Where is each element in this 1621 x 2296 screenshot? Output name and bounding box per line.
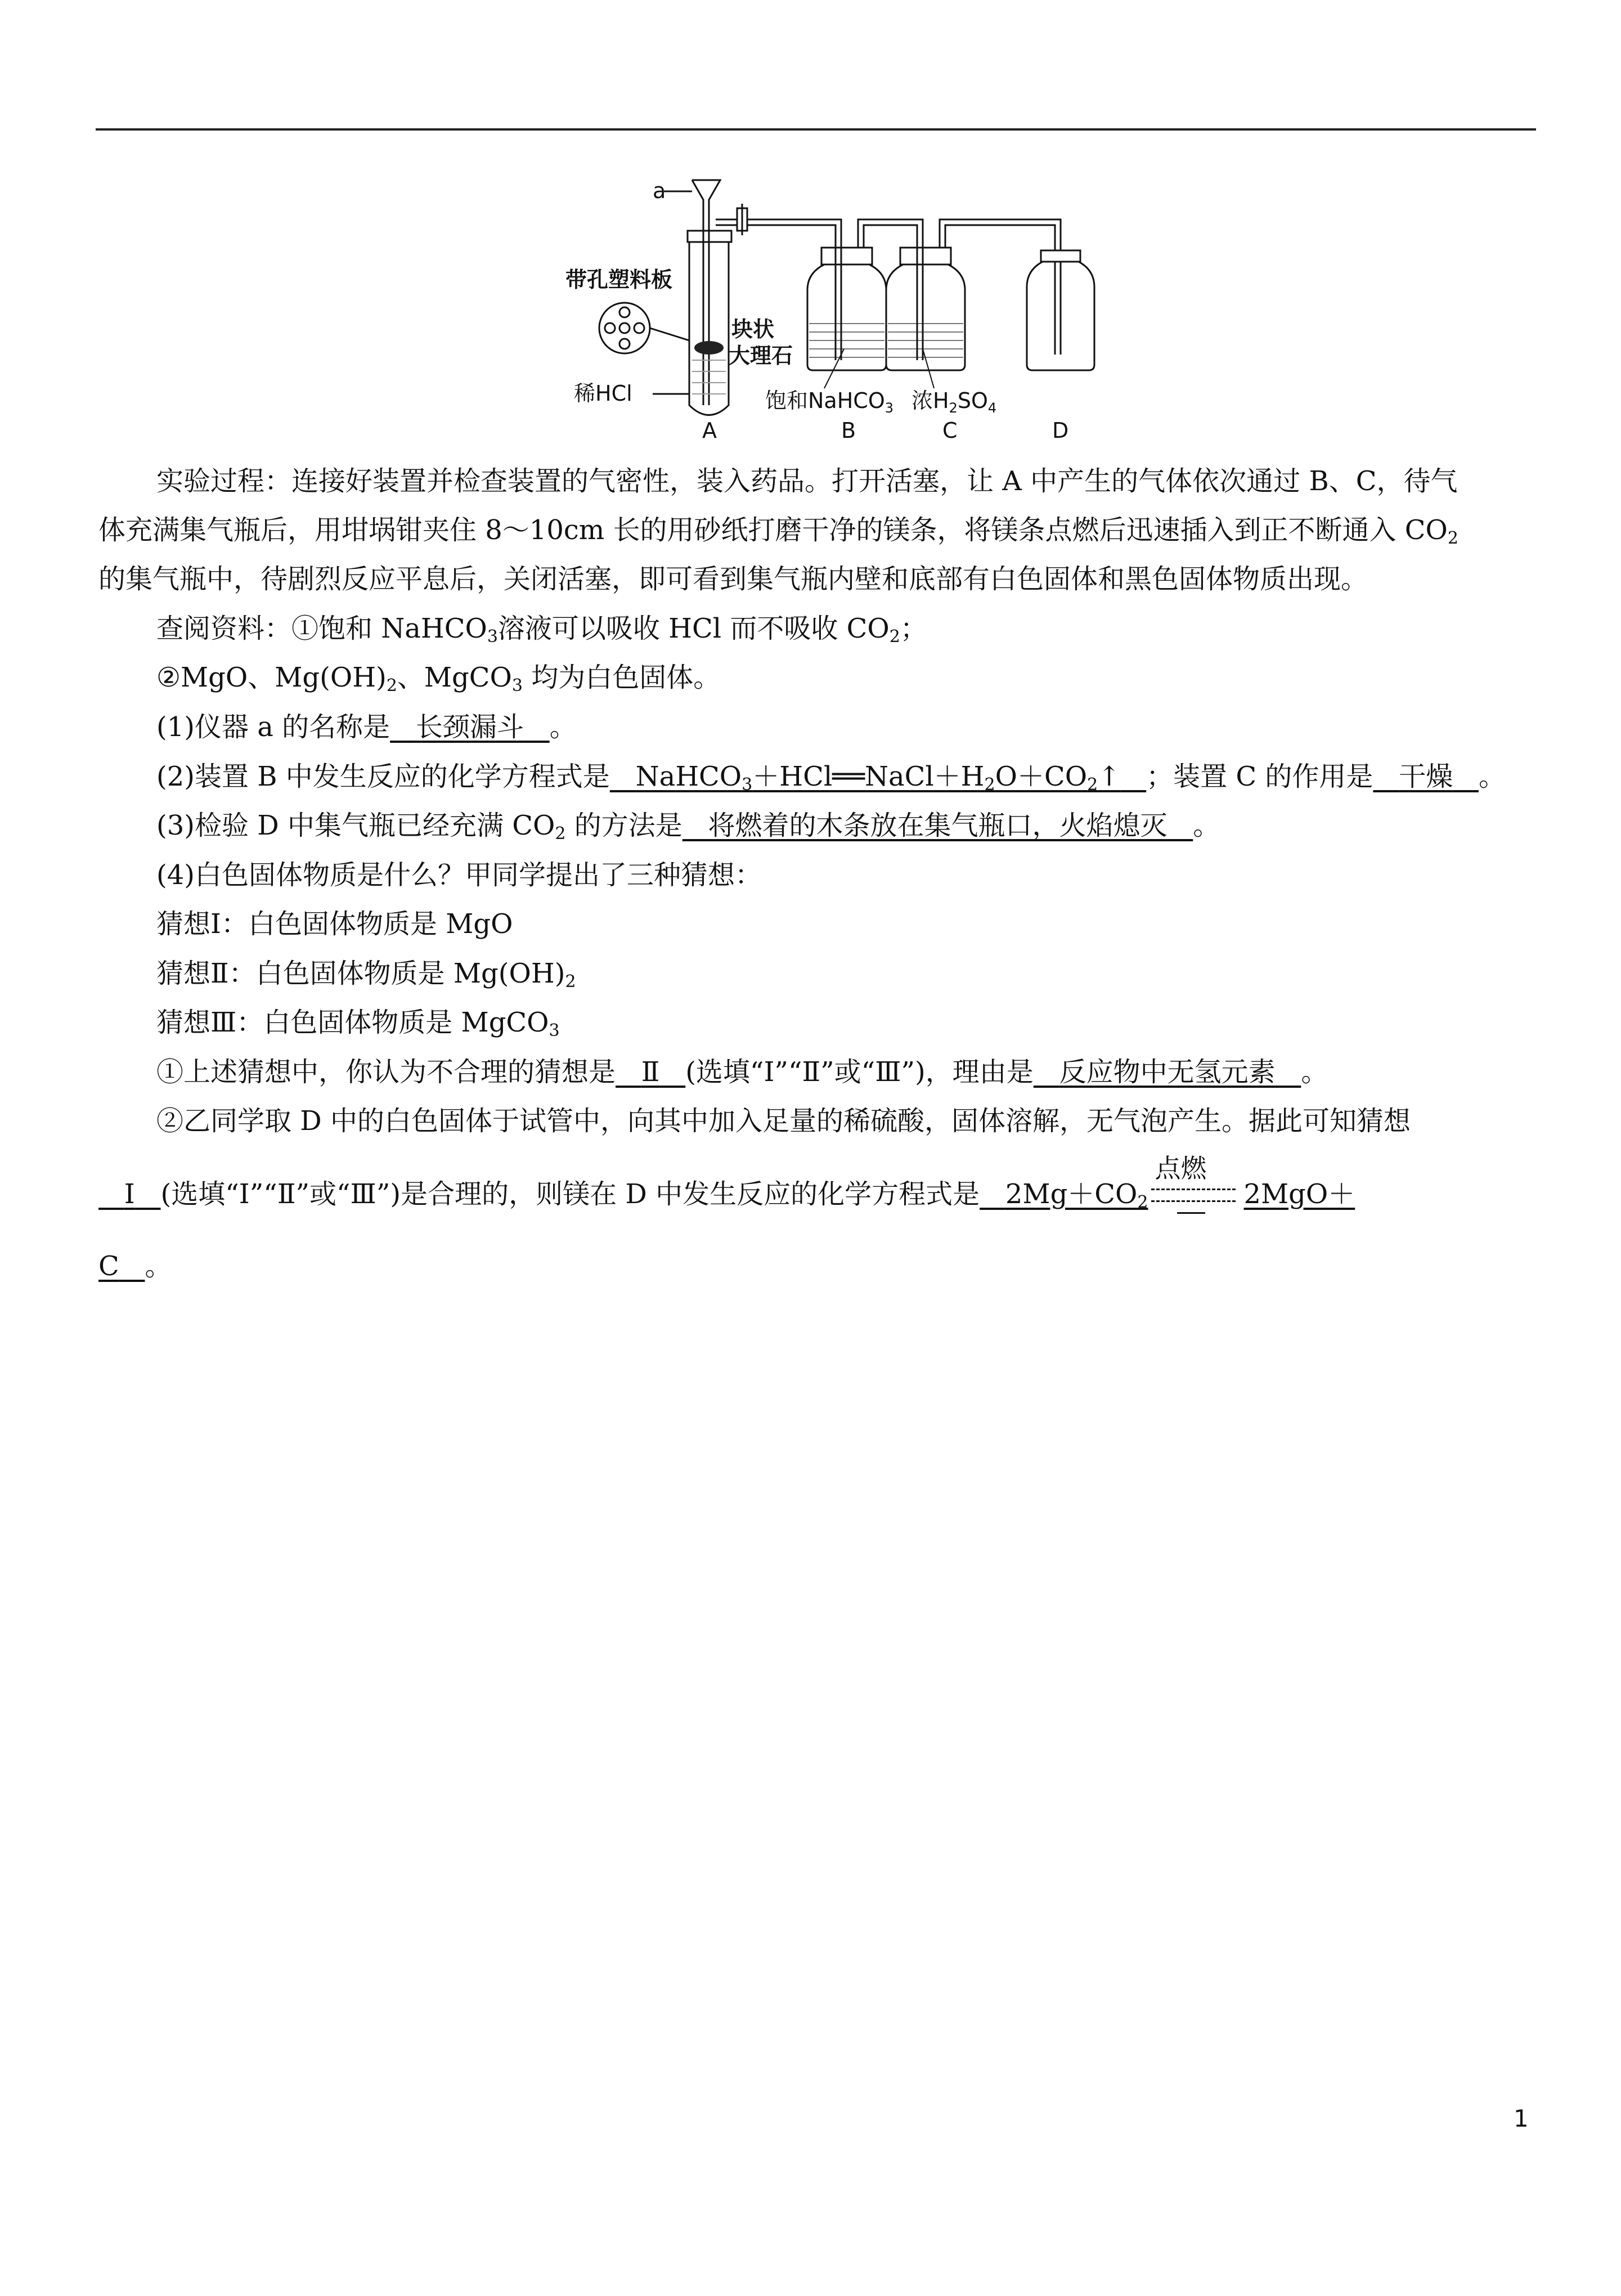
apparatus-figure bbox=[540, 169, 1148, 456]
answer-2-equation: $NaHCO_3+HCl══NaCl+H_2O+CO_2↑$ bbox=[635, 761, 1121, 795]
answer-4-2-equation-b: 2MgO＋ bbox=[1243, 1178, 1355, 1210]
header-rule bbox=[96, 128, 1536, 131]
guess-2: 猜想Ⅱ：白色固体物质是 $Mg(OH)_2$ bbox=[156, 958, 576, 992]
sub-question-1: ①上述猜想中，你认为不合理的猜想是 Ⅱ (选填“Ⅰ”“Ⅱ”或“Ⅲ”)，理由是 反应物中无氢元素 。 bbox=[156, 1056, 1328, 1088]
answer-1: 长颈漏斗 bbox=[415, 711, 524, 743]
question-1: (1)仪器 a 的名称是 长颈漏斗 。 bbox=[156, 711, 577, 743]
page-number: 1 bbox=[1514, 2105, 1529, 2132]
info-line-1: 查阅资料：①饱和 NaHCO$_3$溶液可以吸收 HCl 而不吸收 $CO_2$； bbox=[156, 613, 927, 647]
answer-4-1-reason: 反应物中无氢元素 bbox=[1059, 1056, 1276, 1088]
sub-question-2-line-3: C 。 bbox=[98, 1250, 172, 1282]
label-bottle-b: B bbox=[841, 418, 856, 443]
intro-line-2: 体充满集气瓶后，用坩埚钳夹住 8～10cm 长的用砂纸打磨干净的镁条，将镁条点燃后迅速插入到正不断通入 $CO_2$ bbox=[98, 514, 1458, 548]
answer-3: 将燃着的木条放在集气瓶口，火焰熄灭 bbox=[708, 810, 1168, 841]
label-h2so4: 浓$H_2SO_4$ bbox=[911, 388, 997, 416]
label-bottle-d: D bbox=[1052, 418, 1069, 443]
label-marble-2: 大理石 bbox=[729, 343, 793, 368]
question-4: (4)白色固体物质是什么？甲同学提出了三种猜想： bbox=[156, 859, 762, 891]
intro-line-3: 的集气瓶中，待剧烈反应平息后，关闭活塞，即可看到集气瓶内壁和底部有白色固体和黑色固体物质出现。 bbox=[98, 563, 1368, 595]
label-plate: 带孔塑料板 bbox=[565, 267, 673, 292]
answer-4-2-equation-a: $2Mg+CO_2$ bbox=[1005, 1178, 1148, 1212]
label-bottle-c: C bbox=[942, 418, 958, 443]
sub-question-2-line-1: ②乙同学取 D 中的白色固体于试管中，向其中加入足量的稀硫酸，固体溶解，无气泡产生。据此可知猜想 bbox=[156, 1105, 1411, 1137]
label-nahco3: 饱和NaHCO$_3$ bbox=[765, 388, 894, 416]
answer-2-role: 干燥 bbox=[1399, 761, 1453, 792]
label-marble-1: 块状 bbox=[731, 317, 775, 342]
guess-3: 猜想Ⅲ：白色固体物质是 MgCO$_3$ bbox=[156, 1007, 560, 1041]
label-bottle-a: A bbox=[702, 418, 717, 443]
reaction-condition: 点燃 bbox=[1148, 1177, 1243, 1211]
answer-4-2-equation-c: C bbox=[98, 1250, 119, 1282]
apparatus-diagram bbox=[540, 169, 1148, 456]
question-3: (3)检验 D 中集气瓶已经充满 $CO_2$ 的方法是 将燃着的木条放在集气瓶口，火焰熄灭 。 bbox=[156, 810, 1220, 844]
answer-4-1: Ⅱ bbox=[641, 1056, 660, 1088]
answer-4-2: Ⅰ bbox=[124, 1178, 135, 1210]
label-a: a bbox=[653, 178, 666, 203]
guess-1: 猜想Ⅰ：白色固体物质是 MgO bbox=[156, 908, 513, 940]
intro-line-1: 实验过程：连接好装置并检查装置的气密性，装入药品。打开活塞，让 A 中产生的气体依次通过 B、C，待气 bbox=[156, 465, 1458, 497]
info-line-2: ②MgO、$Mg(OH)_2$、MgCO$_3$ 均为白色固体。 bbox=[156, 662, 721, 696]
label-hcl: 稀HCl bbox=[574, 381, 632, 406]
question-2: (2)装置 B 中发生反应的化学方程式是 $NaHCO_3+HCl══NaCl+H_2O+CO_2↑$ ；装置 C 的作用是 干燥 。 bbox=[156, 761, 1506, 795]
sub-question-2-line-2: Ⅰ (选填“Ⅰ”“Ⅱ”或“Ⅲ”)是合理的，则镁在 D 中发生反应的化学方程式是 $2Mg+CO_2$ 点燃 2MgO＋ bbox=[98, 1177, 1355, 1211]
